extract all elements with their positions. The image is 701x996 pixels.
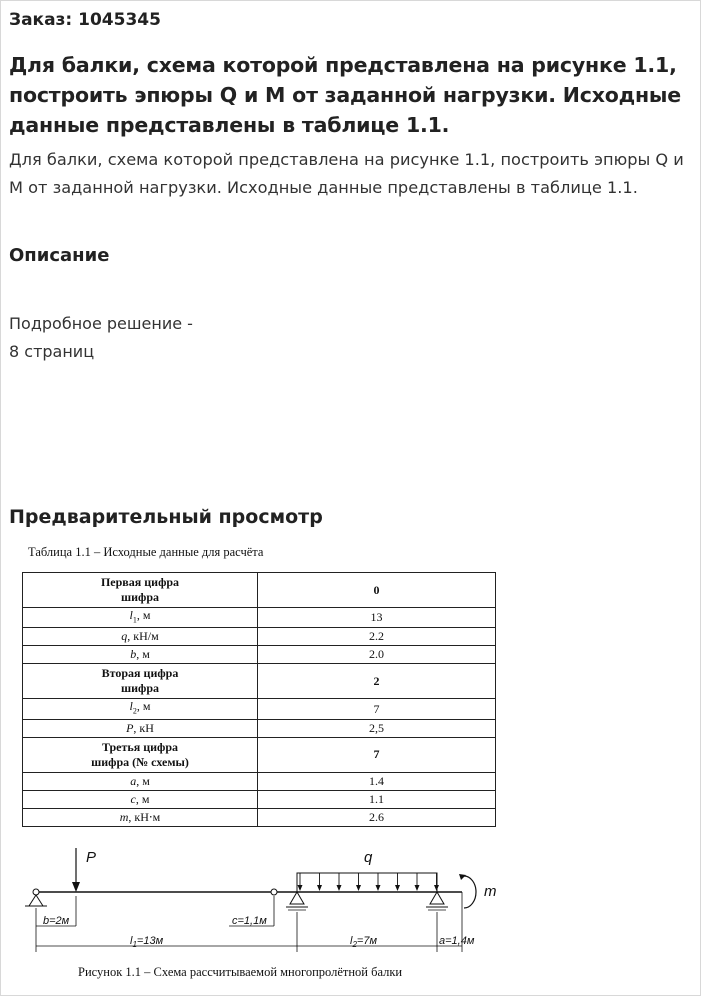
group-value: 0 xyxy=(258,573,496,608)
param-value: 2.2 xyxy=(258,628,496,646)
param-subscript: 2 xyxy=(132,706,137,716)
param-unit: , м xyxy=(136,608,151,622)
description-text xyxy=(9,310,193,366)
param-unit: , кН/м xyxy=(127,629,159,644)
moment-arc xyxy=(464,876,476,908)
param-name xyxy=(23,790,258,808)
table-row xyxy=(23,628,496,646)
param-name xyxy=(23,699,258,719)
param-symbol: q xyxy=(121,629,128,644)
support-2 xyxy=(426,892,448,910)
param-name xyxy=(23,772,258,790)
load-arrowhead xyxy=(317,885,322,891)
load-arrowhead xyxy=(415,885,420,891)
param-value: 13 xyxy=(258,608,496,628)
label-l1: $l_1=13м$ xyxy=(130,935,164,949)
label-c: c=1,1м xyxy=(232,915,267,927)
param-unit: , м xyxy=(136,773,150,788)
param-value: 1.1 xyxy=(258,790,496,808)
figure-caption: Рисунок 1.1 – Схема рассчитываемой многопролётной балки xyxy=(78,965,403,979)
group-value: 2 xyxy=(258,664,496,699)
table-row xyxy=(23,699,496,719)
description-heading: Описание xyxy=(9,245,110,266)
param-name xyxy=(23,646,258,664)
group-header-line: Третья цифра xyxy=(101,739,179,754)
load-arrowhead xyxy=(434,885,439,891)
param-value: 1.4 xyxy=(258,772,496,790)
param-value: 2.6 xyxy=(258,808,496,826)
label-q: q xyxy=(364,849,373,866)
label-m: m xyxy=(484,883,497,900)
group-header-line: Вторая цифра xyxy=(101,666,179,681)
description-line-1: Подробное решение - xyxy=(9,314,193,333)
group-header-line: шифра (№ схемы) xyxy=(91,754,189,769)
param-symbol: a xyxy=(130,773,137,788)
load-arrowhead xyxy=(337,885,342,891)
table-caption: Таблица 1.1 – Исходные данные для расчёта xyxy=(28,545,264,559)
label-b: b=2м xyxy=(43,915,70,927)
lead-text: Для балки, схема которой представлена на рисунке 1.1, построить эпюры Q и М от заданной нагрузки. Исходные данные представлены в таблице 1.1. xyxy=(9,150,684,197)
description-line-2: 8 страниц xyxy=(9,342,95,361)
load-arrowhead xyxy=(356,885,361,891)
intermediate-hinge xyxy=(271,889,277,895)
param-name xyxy=(23,719,258,737)
param-value: 2,5 xyxy=(258,719,496,737)
param-subscript: 1 xyxy=(132,615,137,625)
param-symbol: m xyxy=(119,809,129,824)
group-header-label xyxy=(23,573,258,608)
table-row xyxy=(23,608,496,628)
table-row xyxy=(23,772,496,790)
group-header-3 xyxy=(23,737,496,772)
group-value: 7 xyxy=(258,737,496,772)
group-header-label xyxy=(23,664,258,699)
support-1 xyxy=(286,892,308,910)
group-header-line: шифра xyxy=(120,590,160,604)
table-row xyxy=(23,790,496,808)
preview-heading: Предварительный просмотр xyxy=(9,506,323,528)
group-header-2 xyxy=(23,664,496,699)
load-arrowhead xyxy=(376,885,381,891)
page-title: Для балки, схема которой представлена на рисунке 1.1, построить эпюры Q и М от заданной нагрузки. Исходные данные представлены в таблице 1.1. xyxy=(9,53,681,137)
group-header-line: шифра xyxy=(120,681,160,696)
param-unit: , кН xyxy=(133,720,154,735)
param-unit: , м xyxy=(136,647,150,662)
label-a: a=1,4м xyxy=(439,935,475,947)
param-name xyxy=(23,628,258,646)
group-header-label xyxy=(23,737,258,772)
order-number: Заказ: 1045345 xyxy=(9,10,161,30)
moment-arrowhead xyxy=(459,874,466,880)
label-l2: $l_2=7м$ xyxy=(350,935,377,949)
param-name xyxy=(23,608,258,628)
label-P: P xyxy=(86,849,97,866)
point-load-P xyxy=(72,848,80,892)
table-row xyxy=(23,646,496,664)
beam-diagram xyxy=(0,840,701,960)
param-symbol: l xyxy=(129,608,133,622)
distributed-load-q xyxy=(297,873,439,892)
param-value: 2.0 xyxy=(258,646,496,664)
param-symbol: l xyxy=(129,699,133,714)
param-symbol: b xyxy=(130,647,137,662)
load-arrowhead xyxy=(395,885,400,891)
param-unit: , кН⋅м xyxy=(128,809,161,824)
param-value: 7 xyxy=(258,699,496,719)
group-header-1 xyxy=(23,573,496,608)
param-unit: , м xyxy=(135,791,150,806)
param-name xyxy=(23,808,258,826)
param-symbol: c xyxy=(130,791,136,806)
load-arrowhead xyxy=(298,885,303,891)
table-row xyxy=(23,808,496,826)
param-symbol: P xyxy=(126,720,134,735)
input-data-table xyxy=(22,572,496,827)
group-header-line: Первая цифра xyxy=(100,575,180,589)
table-row xyxy=(23,719,496,737)
param-unit: , м xyxy=(136,699,151,714)
